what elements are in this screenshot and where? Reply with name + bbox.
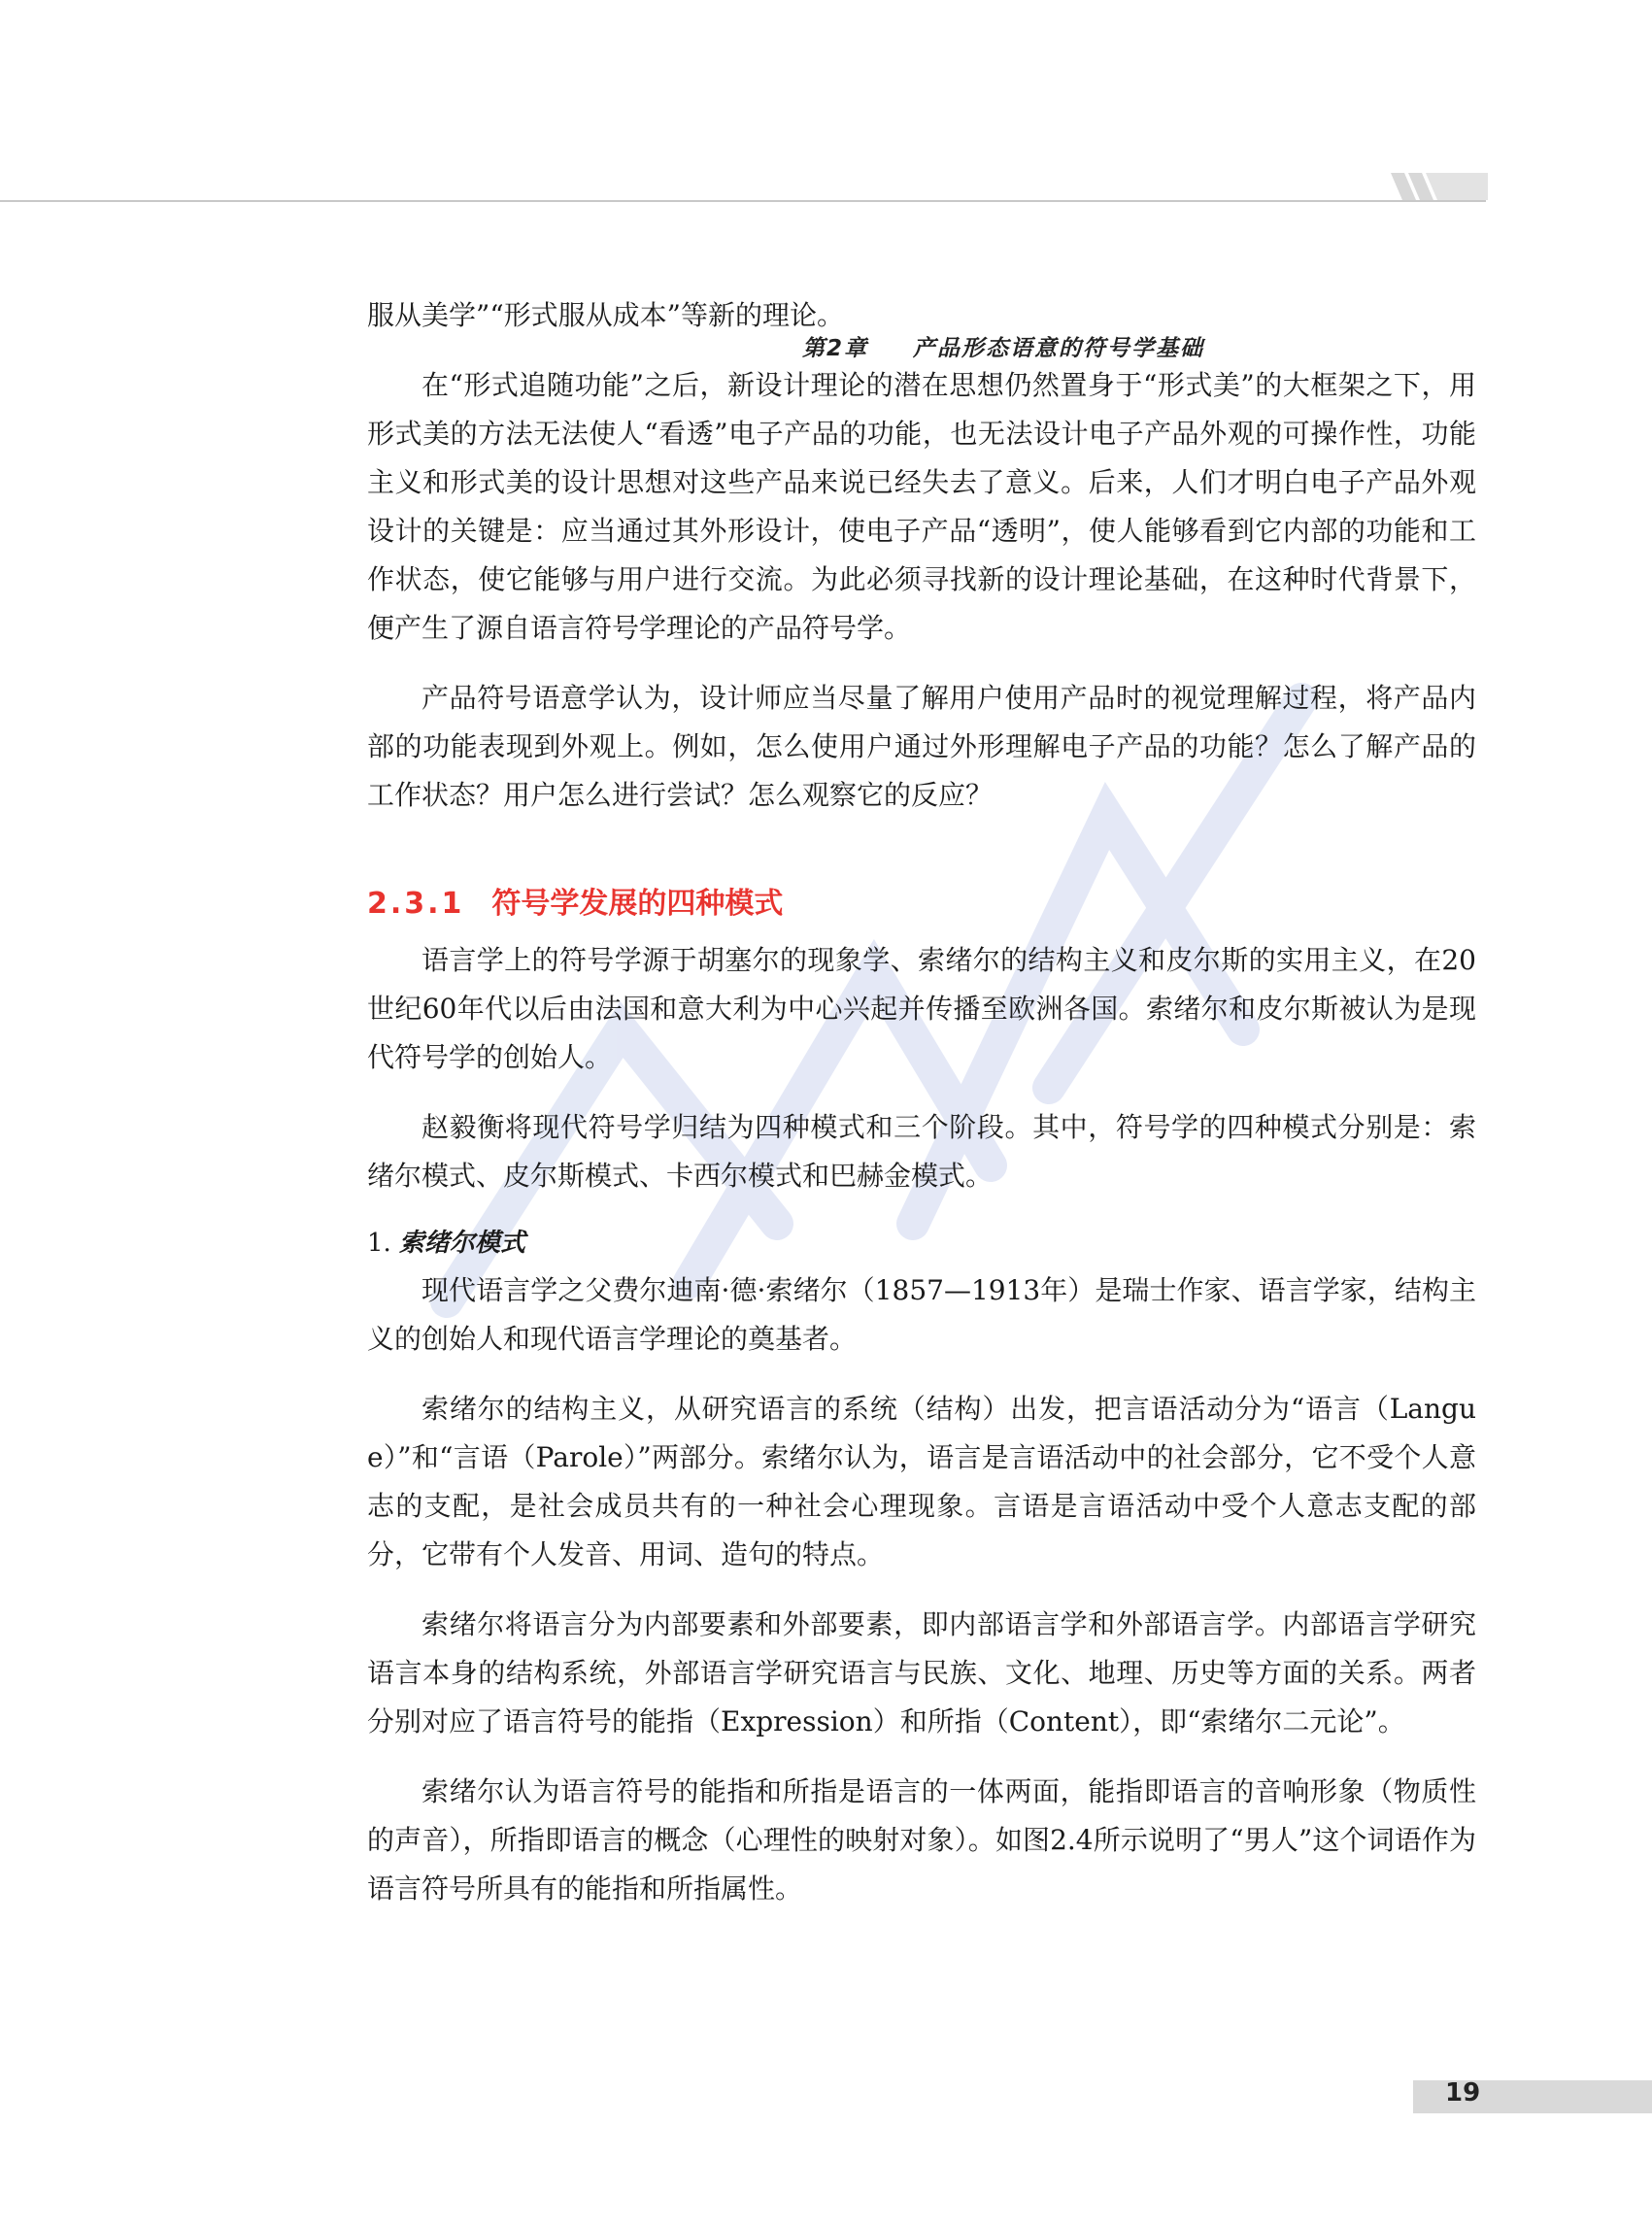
header-title-text: 产品形态语意的符号学基础 (913, 336, 1204, 361)
page-content (367, 291, 1476, 1935)
section-number: 2.3.1 (367, 887, 465, 921)
subsection-heading (367, 1222, 1476, 1265)
paragraph: 现代语言学之父费尔迪南·德·索绪尔（1857—1913年）是瑞士作家、语言学家，结构主义的创始人和现代语言学理论的奠基者。 (367, 1274, 1476, 1355)
paragraph: 赵毅衡将现代符号学归结为四种模式和三个阶段。其中，符号学的四种模式分别是：索绪尔模式、皮尔斯模式、卡西尔模式和巴赫金模式。 (367, 1111, 1476, 1192)
paragraph: 产品符号语意学认为，设计师应当尽量了解用户使用产品时的视觉理解过程，将产品内部的功能表现到外观上。例如，怎么使用户通过外形理解电子产品的功能？怎么了解产品的工作状态？用户怎么进行尝试？怎么观察它的反应？ (367, 682, 1476, 811)
subsection-title: 索绪尔模式 (398, 1229, 525, 1258)
paragraph: 服从美学”“形式服从成本”等新的理论。 (367, 299, 844, 331)
paragraph: 索绪尔的结构主义，从研究语言的系统（结构）出发，把言语活动分为“语言（Langue）”和“言语（Parole）”两部分。索绪尔认为，语言是言语活动中的社会部分，它不受个人意志的支配，是社会成员共有的一种社会心理现象。言语是言语活动中受个人意志支配的部分，它带有个人发音、用词、造句的特点。 (367, 1393, 1476, 1570)
header-stripe-decoration (1391, 171, 1488, 202)
subsection-number: 1. (367, 1229, 391, 1258)
page-number: 19 (1445, 2078, 1481, 2108)
header-chapter: 第2章 (801, 336, 868, 361)
paragraph: 索绪尔认为语言符号的能指和所指是语言的一体两面，能指即语言的音响形象（物质性的声音），所指即语言的概念（心理性的映射对象）。如图2.4所示说明了“男人”这个词语作为语言符号所具有的能指和所指属性。 (367, 1775, 1476, 1905)
section-heading (367, 880, 1476, 928)
paragraph: 在“形式追随功能”之后，新设计理论的潜在思想仍然置身于“形式美”的大框架之下，用形式美的方法无法使人“看透”电子产品的功能，也无法设计电子产品外观的可操作性，功能主义和形式美的设计思想对这些产品来说已经失去了意义。后来，人们才明白电子产品外观设计的关键是：应当通过其外形设计，使电子产品“透明”，使人能够看到它内部的功能和工作状态，使它能够与用户进行交流。为此必须寻找新的设计理论基础，在这种时代背景下，便产生了源自语言符号学理论的产品符号学。 (367, 369, 1476, 644)
paragraph: 语言学上的符号学源于胡塞尔的现象学、索绪尔的结构主义和皮尔斯的实用主义，在20世纪60年代以后由法国和意大利为中心兴起并传播至欧洲各国。索绪尔和皮尔斯被认为是现代符号学的创始人。 (367, 944, 1476, 1073)
header-rule (0, 200, 1486, 202)
section-title: 符号学发展的四种模式 (491, 887, 784, 921)
paragraph: 索绪尔将语言分为内部要素和外部要素，即内部语言学和外部语言学。内部语言学研究语言本身的结构系统，外部语言学研究语言与民族、文化、地理、历史等方面的关系。两者分别对应了语言符号的能指（Expression）和所指（Content），即“索绪尔二元论”。 (367, 1608, 1476, 1737)
